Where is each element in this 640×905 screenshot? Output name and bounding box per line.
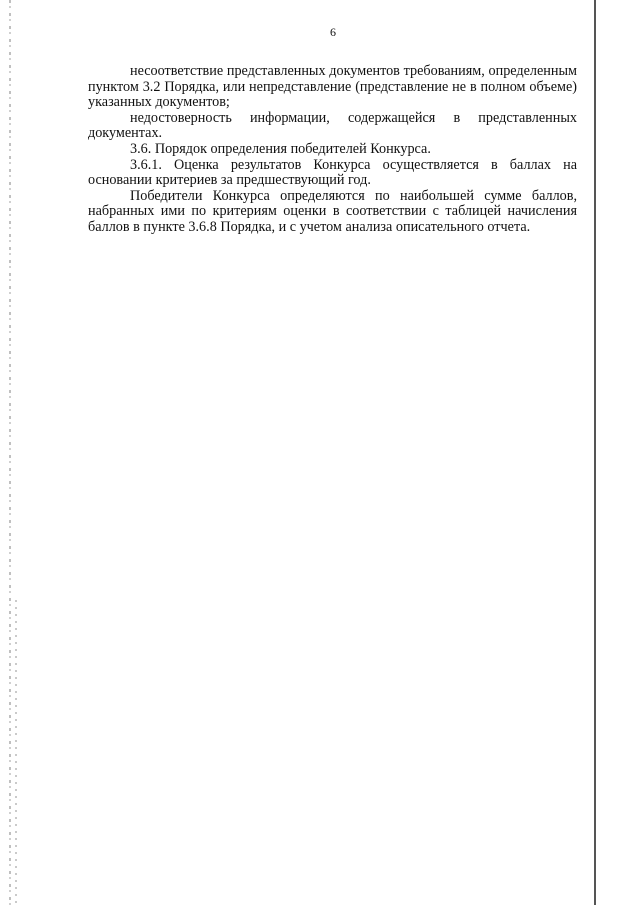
page-number: 6 — [330, 25, 336, 39]
scan-edge-artifact-left — [9, 0, 11, 905]
page-edge-right — [594, 0, 596, 905]
section-heading-3-6: 3.6. Порядок определения победителей Конкурса. — [130, 140, 431, 157]
scan-edge-artifact-left-lower — [15, 600, 17, 905]
paragraph-unreliable-info: недостоверность информации, содержащейся в представленных документах. — [88, 109, 577, 142]
paragraph-3-6-1: 3.6.1. Оценка результатов Конкурса осуществляется в баллах на основании критериев за предшествующий год. — [88, 156, 577, 189]
paragraph-winners: Победители Конкурса определяются по наибольшей сумме баллов, набранных ими по критериям оценки в соответствии с таблицей начисления баллов в пункте 3.6.8 Порядка, и с учетом анализа описательного отчета. — [88, 187, 577, 235]
paragraph-nonconformity: несоответствие представленных документов требованиям, определенным пунктом 3.2 Порядка, или непредставление (представление не в полном объеме) указанных документов; — [88, 63, 577, 111]
document-body — [88, 64, 577, 236]
